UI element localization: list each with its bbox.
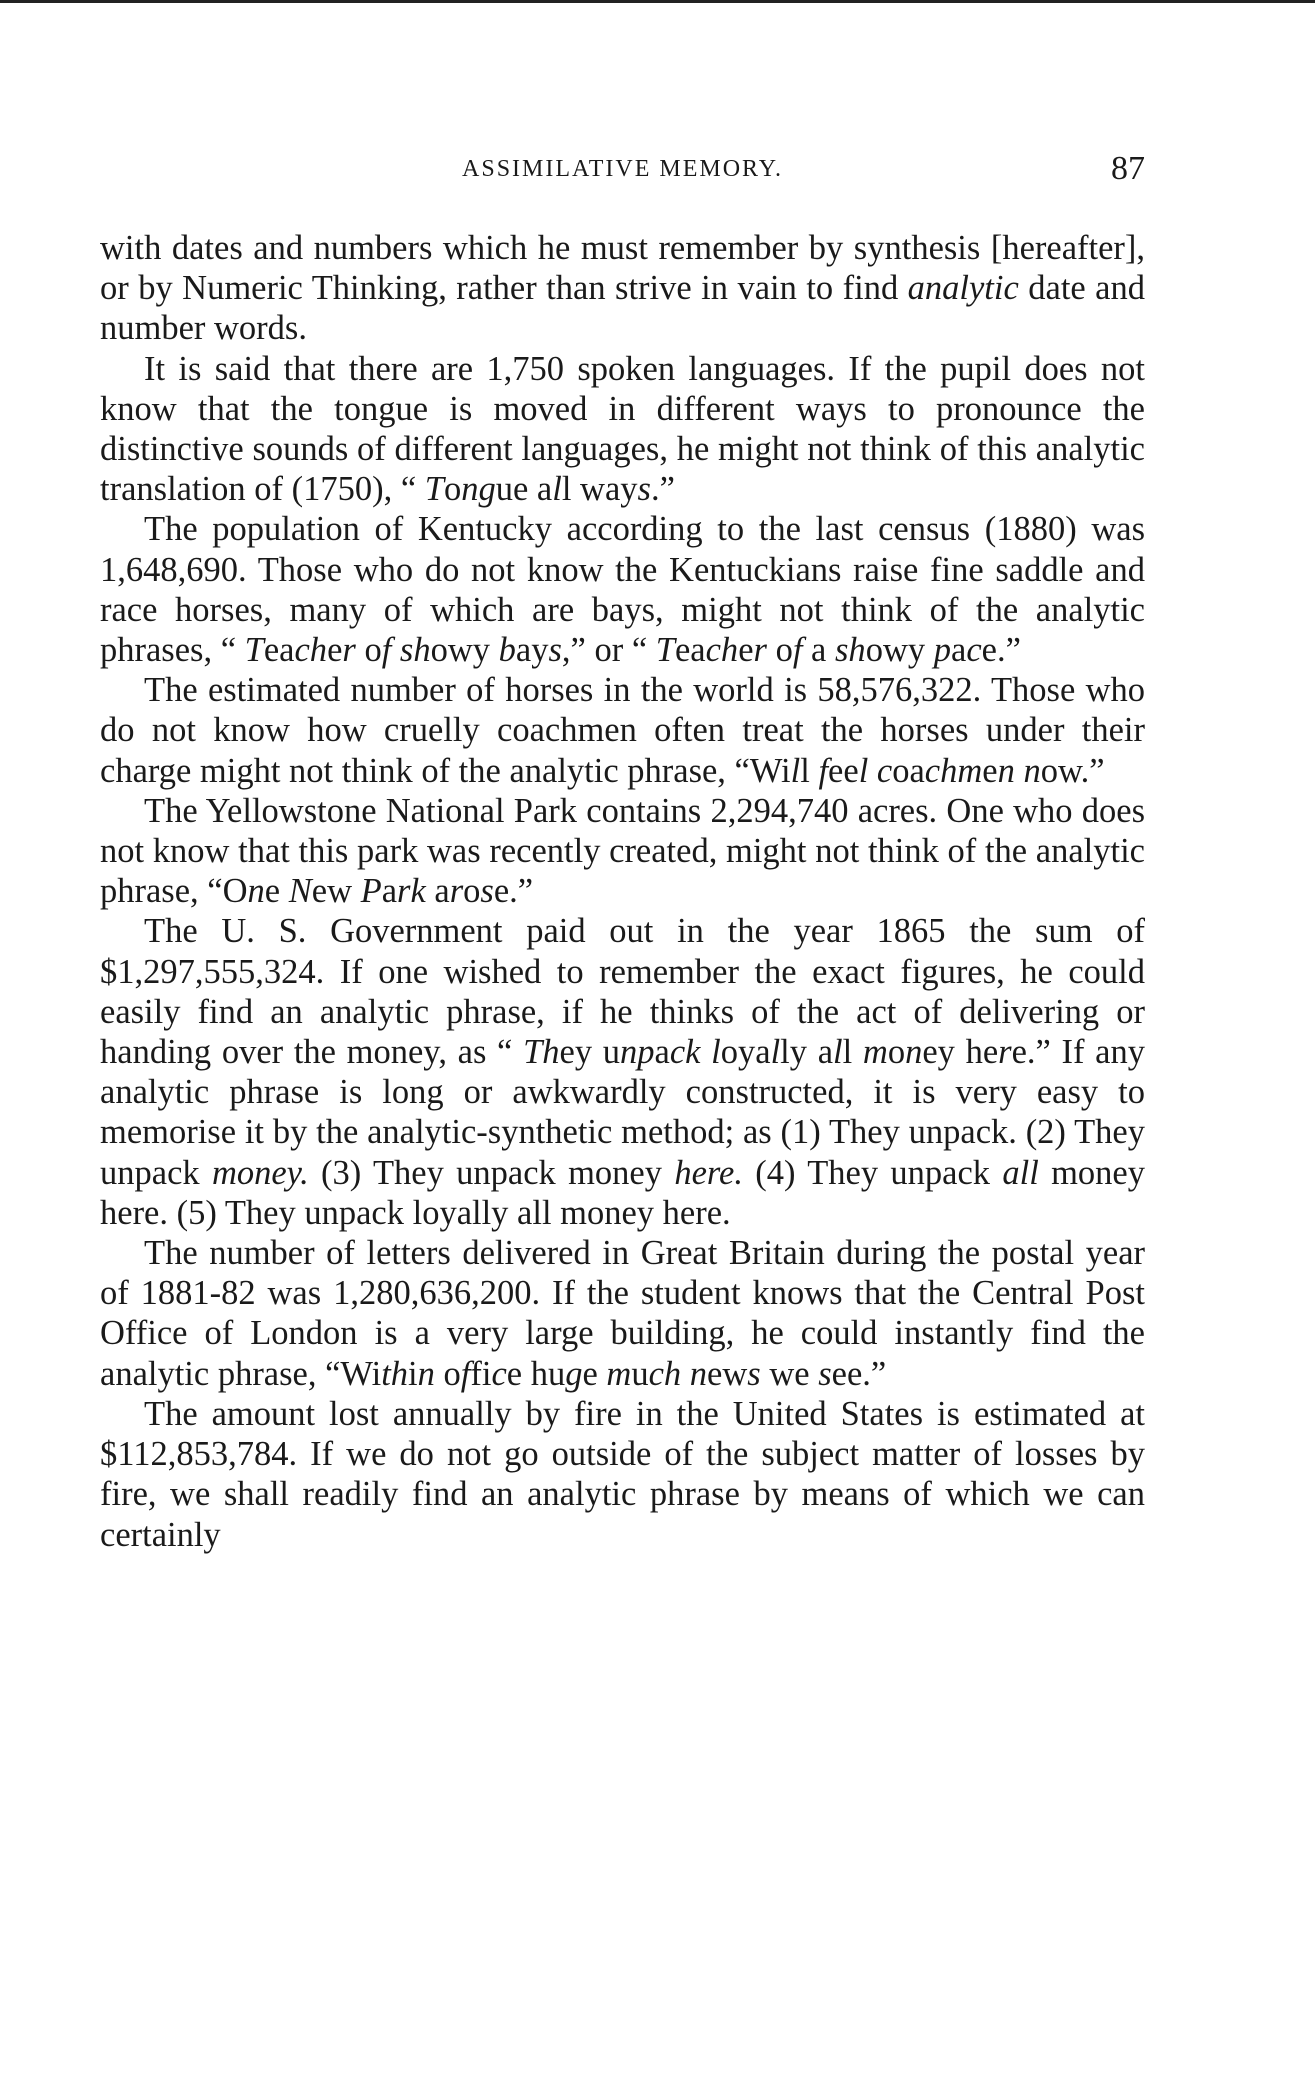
italic-text-run: s [480,872,494,911]
text-run: e [582,1354,607,1393]
italic-text-run: T [655,631,675,670]
text-run: ey u [559,1033,621,1072]
text-run: ay [515,631,549,670]
italic-text-run: r [753,631,767,670]
italic-text-run: money. [211,1153,309,1192]
text-run: o [463,872,481,911]
text-run: The population of Kentucky according to the last census (1880) was 1,648,690. Those who do not know the Kentuckians raise fine saddle and race horses, many of which are bays, might not think of the analytic phrases, “ [100,510,1145,670]
italic-text-run: chm [924,751,983,790]
text-run: ee [828,751,859,790]
italic-text-run: m [862,1033,888,1072]
italic-text-run: N [288,872,312,911]
text-run: oya [720,1033,771,1072]
text-run: e hu [506,1354,566,1393]
italic-text-run: ng [461,470,496,509]
text-run: ea [263,631,295,670]
italic-text-run: P [360,872,382,911]
text-run: e [738,631,754,670]
italic-text-run: sh [835,631,866,670]
italic-text-run: s [747,1354,761,1393]
italic-text-run: g [565,1354,583,1393]
italic-text-run: f [460,1354,471,1393]
text-run: with dates and numbers which he must remember by synthesis [hereafter], or by Numeric Thinking, rather than strive in vain to find [100,229,1145,308]
page-body [100,228,1145,1555]
italic-text-run: np [620,1033,655,1072]
page-number: 87 [1111,150,1145,187]
text-run: The U. S. Government paid out in the year 1865 the sum of $1,297,555,324. If one wished to remember the exact figures, he could easily find an analytic phrase, if he thinks of the act of delivering or handing over the money, as “ [100,912,1145,1072]
text-run: o [355,631,382,670]
text-run: It is said that there are 1,750 spoken languages. If the pupil does not know that the tongue is moved in different ways to pronounce the distinctive sounds of different languages, he might not think of this analytic translation of (1750), “ [100,349,1145,509]
top-rule [0,0,1315,3]
italic-text-run: T [424,470,444,509]
paragraph-1 [100,228,1145,349]
text-run: ee.” [831,1354,887,1393]
italic-text-run: m [606,1354,632,1393]
paragraph-fire [100,1394,1145,1555]
italic-text-run: ck l [669,1033,721,1072]
italic-text-run: n [417,1354,435,1393]
italic-text-run: l [770,1033,781,1072]
text-run: The Yellowstone National Park contains 2,294,740 acres. One who does not know that this park was recently created, might not think of the analytic phrase, “O [100,791,1145,911]
text-run: fi [470,1354,492,1393]
italic-text-run: c [966,631,982,670]
italic-text-run: n [247,872,265,911]
italic-text-run: f sh [381,631,431,670]
italic-text-run: ch [294,631,328,670]
text-run: owy [430,631,499,670]
text-run: money here. (5) They unpack loyally all money here. [100,1153,1145,1232]
italic-text-run: l [552,470,562,509]
text-run: a [654,1033,670,1072]
italic-text-run: th [381,1354,409,1393]
text-run: o [443,470,462,509]
text-run: ,” or “ [561,631,656,670]
text-run: o [766,631,793,670]
text-run: i [408,1354,418,1393]
text-run: oa [892,751,925,790]
running-head: ASSIMILATIVE MEMORY. [462,156,783,182]
text-run: e.” [493,872,534,911]
italic-text-run: s [548,631,562,670]
text-run: o [434,1354,461,1393]
italic-text-run: p [933,631,951,670]
italic-text-run: f [818,751,829,790]
text-run: e.” [981,631,1021,670]
paragraph-letters [100,1233,1145,1394]
italic-text-run: r [998,1033,1012,1072]
page-header [100,150,1145,190]
text-run: a [950,631,967,670]
italic-text-run: b [498,631,516,670]
text-run: l [800,751,819,790]
italic-text-run: T [244,631,264,670]
text-run: l way [561,470,638,509]
text-run: l [842,1033,863,1072]
text-run: ew [311,872,361,911]
text-run: o [887,1033,906,1072]
text-run: ey he [922,1033,999,1072]
paragraph-languages [100,349,1145,510]
paragraph-yellowstone [100,791,1145,912]
text-run: (4) They unpack [742,1153,1003,1192]
text-run: ow.” [1040,751,1105,790]
italic-text-run: here. [674,1153,743,1192]
text-run: a [381,872,398,911]
text-run: ew [707,1354,748,1393]
italic-text-run: rk [397,872,426,911]
italic-text-run: l [833,1033,843,1072]
italic-text-run: s [818,1354,832,1393]
text-run: e.” If any analytic phrase is long or awkwardly constructed, it is very easy to memorise it by the analytic-synthetic method; as (1) They unpack. (2) They unpack [100,1033,1145,1192]
paragraph-kentucky [100,509,1145,670]
italic-text-run: r [342,631,356,670]
italic-text-run: n n [997,751,1041,790]
text-run: The estimated number of horses in the world is 58,576,322. Those who do not know how cruelly coachmen often treat the horses under their charge might not think of the analytic phrase, “Wi [100,671,1145,790]
text-run: we [760,1354,819,1393]
text-run: (3) They unpack money [308,1153,675,1192]
paragraph-horses [100,670,1145,791]
text-run: The number of letters delivered in Great Britain during the postal year of 1881-82 was 1,280,636,200. If the student knows that the Central Post Office of London is a very large building, he could instantly find the analytic phrase, “Wi [100,1234,1145,1393]
text-run: .” [650,470,675,509]
italic-text-run: ch n [648,1354,708,1393]
italic-text-run: l c [858,751,893,790]
text-run: e [264,872,289,911]
italic-text-run: l [790,751,801,790]
italic-text-run: analytic [907,269,1019,308]
text-run: e [327,631,343,670]
text-run: date and number words. [100,269,1145,348]
italic-text-run: c [491,1354,507,1393]
paragraph-government [100,911,1145,1233]
text-run: ea [674,631,706,670]
italic-text-run: f [792,631,803,670]
italic-text-run: Th [523,1033,560,1072]
italic-text-run: r [449,872,464,911]
text-run: The amount lost annually by fire in the United States is estimated at $112,853,784. If we do not go outside of the subject matter of losses by fire, we shall readily find an analytic phrase by means of which we can certainly [100,1394,1145,1554]
text-run: a [802,631,835,670]
italic-text-run: s [637,470,651,509]
text-run: u [631,1354,649,1393]
italic-text-run: all [1002,1153,1039,1192]
text-run: e [982,751,998,790]
text-run: owy [865,631,934,670]
text-run: ly a [780,1033,834,1072]
text-run: ue a [495,470,553,509]
text-run: a [425,872,450,911]
italic-text-run: ch [705,631,739,670]
italic-text-run: n [905,1033,923,1072]
